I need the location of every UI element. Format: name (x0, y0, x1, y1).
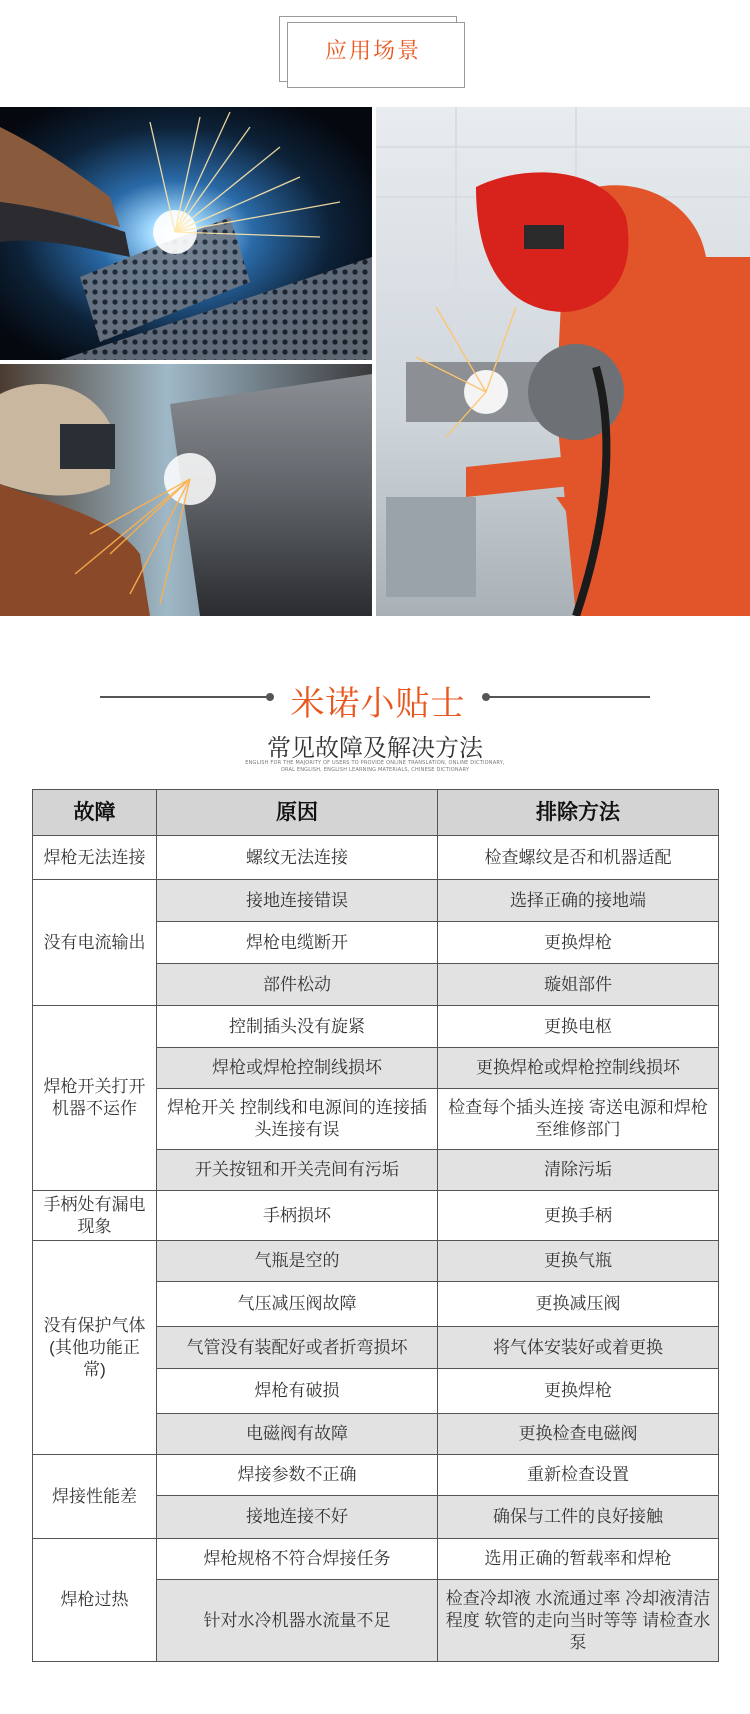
table-row (33, 880, 719, 922)
cause-cell: 气压减压阀故障 (157, 1282, 438, 1327)
solution-cell: 检查每个插头连接 寄送电源和焊枪至维修部门 (438, 1089, 719, 1150)
fault-cell: 没有电流输出 (33, 880, 157, 1006)
solution-cell: 更换手柄 (438, 1191, 719, 1241)
table-row (33, 1241, 719, 1282)
tips-divider-right (485, 696, 650, 698)
solution-cell: 更换气瓶 (438, 1241, 719, 1282)
table-row (33, 1455, 719, 1496)
cause-cell: 气管没有装配好或者折弯损坏 (157, 1327, 438, 1369)
cause-cell: 焊枪有破损 (157, 1369, 438, 1414)
solution-cell: 将气体安装好或着更换 (438, 1327, 719, 1369)
cause-cell: 气瓶是空的 (157, 1241, 438, 1282)
solution-cell: 更换焊枪 (438, 1369, 719, 1414)
solution-cell: 更换焊枪或焊枪控制线损坏 (438, 1048, 719, 1089)
tips-divider-dot-left (266, 693, 274, 701)
solution-cell: 更换焊枪 (438, 922, 719, 964)
fault-cell: 焊接性能差 (33, 1455, 157, 1539)
solution-cell: 璇姐部件 (438, 964, 719, 1006)
welding-photo-pipe (0, 364, 372, 616)
cause-cell: 螺纹无法连接 (157, 836, 438, 880)
cause-cell: 焊枪开关 控制线和电源间的连接插头连接有误 (157, 1089, 438, 1150)
solution-cell: 重新检查设置 (438, 1455, 719, 1496)
cause-cell: 焊接参数不正确 (157, 1455, 438, 1496)
fault-table (32, 789, 719, 1662)
cause-cell: 焊枪规格不符合焊接任务 (157, 1539, 438, 1580)
solution-cell: 清除污垢 (438, 1150, 719, 1191)
cause-cell: 部件松动 (157, 964, 438, 1006)
cause-cell: 控制插头没有旋紧 (157, 1006, 438, 1048)
cause-cell: 开关按钮和开关壳间有污垢 (157, 1150, 438, 1191)
table-header-row (33, 790, 719, 836)
fault-cell: 没有保护气体(其他功能正常) (33, 1241, 157, 1455)
solution-cell: 检查螺纹是否和机器适配 (438, 836, 719, 880)
tips-subtitle-english (200, 760, 550, 774)
fault-cell: 焊枪过热 (33, 1539, 157, 1662)
table-row (33, 1191, 719, 1241)
cause-cell: 接地连接不好 (157, 1496, 438, 1539)
solution-cell: 更换检查电磁阀 (438, 1414, 719, 1455)
table-row (33, 1539, 719, 1580)
solution-cell: 确保与工件的良好接触 (438, 1496, 719, 1539)
tips-divider-left (100, 696, 270, 698)
welding-photo-sparks (0, 107, 372, 360)
cause-cell: 焊枪电缆断开 (157, 922, 438, 964)
header-fault: 故障 (33, 790, 157, 836)
tips-subtitle-english-line1: ENGLISH FOR THE MAJORITY OF USERS TO PROVIDE ONLINE TRANSLATION, ONLINE DICTIONARY, (245, 760, 505, 766)
tips-title: 米诺小贴士 (290, 684, 466, 724)
cause-cell: 焊枪或焊枪控制线损坏 (157, 1048, 438, 1089)
cause-cell: 针对水冷机器水流量不足 (157, 1580, 438, 1662)
section-title-badge (279, 16, 467, 88)
header-solution: 排除方法 (438, 790, 719, 836)
table-row (33, 836, 719, 880)
solution-cell: 选用正确的暂载率和焊枪 (438, 1539, 719, 1580)
table-body (33, 836, 719, 1662)
tips-subtitle: 常见故障及解决方法 (267, 734, 483, 762)
section-title: 应用场景 (324, 39, 421, 64)
solution-cell: 更换减压阀 (438, 1282, 719, 1327)
solution-cell: 更换电枢 (438, 1006, 719, 1048)
solution-cell: 检查冷却液 水流通过率 冷却液清洁程度 软管的走向当时等等 请检查水泵 (438, 1580, 719, 1662)
fault-cell: 手柄处有漏电现象 (33, 1191, 157, 1241)
fault-cell: 焊枪开关打开机器不运作 (33, 1006, 157, 1191)
fault-cell: 焊枪无法连接 (33, 836, 157, 880)
cause-cell: 手柄损坏 (157, 1191, 438, 1241)
cause-cell: 电磁阀有故障 (157, 1414, 438, 1455)
tips-subtitle-english-line2: ORAL ENGLISH, ENGLISH LEARNING MATERIALS, CHINESE DICTIONARY (280, 767, 470, 773)
tips-header (0, 672, 750, 722)
cause-cell: 接地连接错误 (157, 880, 438, 922)
solution-cell: 选择正确的接地端 (438, 880, 719, 922)
table-row (33, 1006, 719, 1048)
header-cause: 原因 (157, 790, 438, 836)
welding-photo-worker (376, 107, 750, 616)
